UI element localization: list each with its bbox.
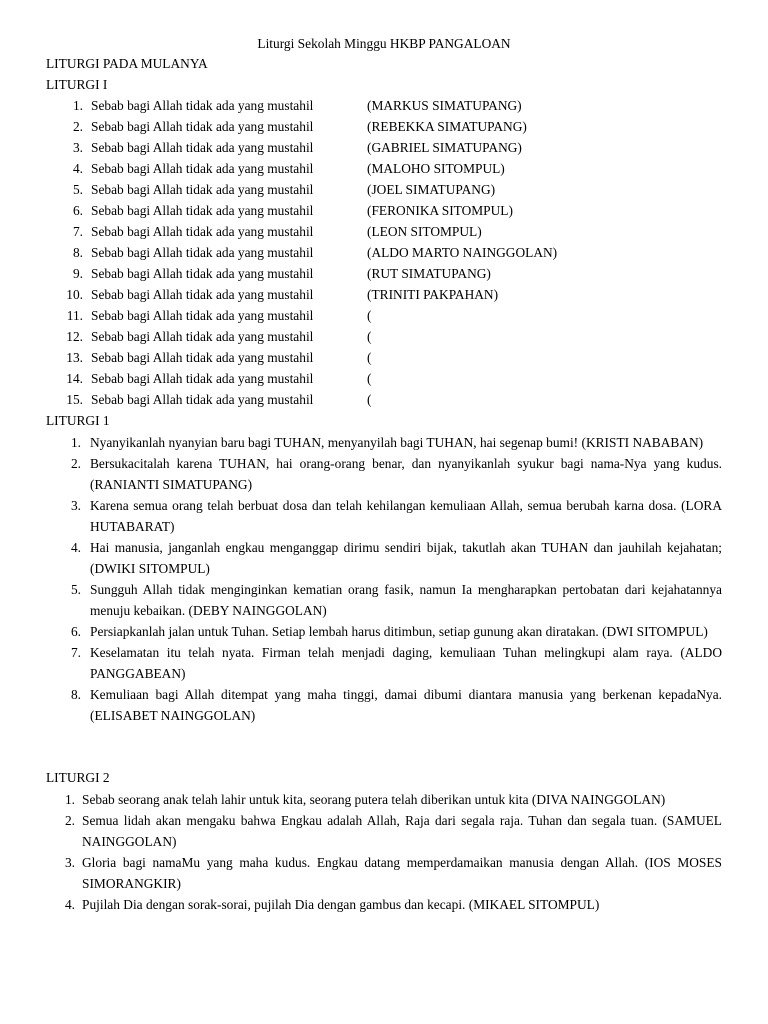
- item-name: (REBEKKA SIMATUPANG): [367, 119, 527, 134]
- list-item: [0, 684, 768, 726]
- item-number: 9.: [72, 266, 83, 281]
- section-heading-liturgi-2: LITURGI 2: [46, 770, 110, 785]
- list-item: [0, 96, 768, 117]
- list-item: [0, 306, 768, 327]
- list-item: [0, 852, 768, 894]
- item-name: (TRINITI PAKPAHAN): [367, 287, 499, 302]
- item-text: Sebab bagi Allah tidak ada yang mustahil: [91, 203, 314, 218]
- list-item: [0, 285, 768, 306]
- list-item: [0, 117, 768, 138]
- section-heading-intro: LITURGI PADA MULANYA: [46, 56, 208, 71]
- document-title: Liturgi Sekolah Minggu HKBP PANGALOAN: [257, 36, 511, 51]
- item-text: Sebab bagi Allah tidak ada yang mustahil: [91, 266, 314, 281]
- item-number: 4.: [70, 540, 81, 555]
- list-item: [0, 348, 768, 369]
- list-item: [0, 159, 768, 180]
- item-text: Hai manusia, janganlah engkau menganggap dirimu sendiri bijak, takutlah akan TUHAN dan jauhilah kejahatan; (DWIKI SITOMPUL): [90, 540, 722, 576]
- item-number: 11.: [66, 308, 83, 323]
- liturgi-1-list: [0, 432, 768, 726]
- item-name: (: [367, 308, 372, 323]
- item-number: 2.: [70, 456, 81, 471]
- list-item: [0, 369, 768, 390]
- list-item: [0, 789, 768, 810]
- item-text: Sebab bagi Allah tidak ada yang mustahil: [91, 392, 314, 407]
- item-text: Sungguh Allah tidak menginginkan kematian orang fasik, namun Ia mengharapkan pertobatan dari kejahatannya menuju kebaikan. (DEBY NAINGGOLAN): [90, 582, 722, 618]
- list-item: [0, 810, 768, 852]
- item-name: (MARKUS SIMATUPANG): [367, 98, 522, 113]
- item-name: (RUT SIMATUPANG): [367, 266, 491, 281]
- item-number: 10.: [66, 287, 83, 302]
- item-text: Sebab bagi Allah tidak ada yang mustahil: [91, 140, 314, 155]
- item-name: (: [367, 371, 372, 386]
- item-text: Kemuliaan bagi Allah ditempat yang maha tinggi, damai dibumi diantara manusia yang berkenan kepadaNya. (ELISABET NAINGGOLAN): [90, 687, 722, 723]
- item-number: 2.: [72, 119, 83, 134]
- list-item: [0, 894, 768, 915]
- list-item: [0, 243, 768, 264]
- item-text: Bersukacitalah karena TUHAN, hai orang-orang benar, dan nyanyikanlah syukur bagi nama-Nya yang kudus. (RANIANTI SIMATUPANG): [90, 456, 722, 492]
- list-item: [0, 390, 768, 411]
- list-item: [0, 537, 768, 579]
- item-number: 14.: [66, 371, 83, 386]
- list-item: [0, 201, 768, 222]
- list-item: [0, 579, 768, 621]
- list-item: [0, 495, 768, 537]
- item-text: Sebab seorang anak telah lahir untuk kita, seorang putera telah diberikan untuk kita (DIVA NAINGGOLAN): [82, 792, 666, 807]
- item-number: 3.: [64, 855, 75, 870]
- item-name: (ALDO MARTO NAINGGOLAN): [367, 245, 558, 260]
- item-text: Gloria bagi namaMu yang maha kudus. Engkau datang memperdamaikan manusia dengan Allah. (IOS MOSES SIMORANGKIR): [82, 855, 722, 891]
- item-name: (JOEL SIMATUPANG): [367, 182, 496, 197]
- list-item: [0, 264, 768, 285]
- section-heading-liturgi-i: LITURGI I: [46, 77, 108, 92]
- item-text: Sebab bagi Allah tidak ada yang mustahil: [91, 161, 314, 176]
- item-text: Sebab bagi Allah tidak ada yang mustahil: [91, 308, 314, 323]
- item-number: 8.: [72, 245, 83, 260]
- list-item: [0, 621, 768, 642]
- list-item: [0, 642, 768, 684]
- item-text: Sebab bagi Allah tidak ada yang mustahil: [91, 287, 314, 302]
- item-text: Sebab bagi Allah tidak ada yang mustahil: [91, 182, 314, 197]
- item-number: 1.: [70, 435, 81, 450]
- item-number: 8.: [70, 687, 81, 702]
- list-item: [0, 432, 768, 453]
- item-text: Pujilah Dia dengan sorak-sorai, pujilah Dia dengan gambus dan kecapi. (MIKAEL SITOMPUL): [82, 897, 600, 912]
- item-number: 13.: [66, 350, 83, 365]
- item-number: 12.: [66, 329, 83, 344]
- item-number: 3.: [70, 498, 81, 513]
- item-number: 7.: [70, 645, 81, 660]
- item-name: (: [367, 329, 372, 344]
- item-text: Persiapkanlah jalan untuk Tuhan. Setiap lembah harus ditimbun, setiap gunung akan diratakan. (DWI SITOMPUL): [90, 624, 708, 639]
- item-name: (: [367, 350, 372, 365]
- item-text: Nyanyikanlah nyanyian baru bagi TUHAN, menyanyilah bagi TUHAN, hai segenap bumi! (KRISTI NABABAN): [90, 435, 704, 450]
- item-text: Karena semua orang telah berbuat dosa dan telah kehilangan kemuliaan Allah, semua berubah karna dosa. (LORA HUTABARAT): [90, 498, 722, 534]
- item-name: (MALOHO SITOMPUL): [367, 161, 505, 176]
- section-heading-liturgi-1: LITURGI 1: [46, 413, 110, 428]
- item-number: 6.: [72, 203, 83, 218]
- item-number: 4.: [64, 897, 75, 912]
- item-text: Sebab bagi Allah tidak ada yang mustahil: [91, 371, 314, 386]
- item-text: Sebab bagi Allah tidak ada yang mustahil: [91, 119, 314, 134]
- item-number: 6.: [70, 624, 81, 639]
- item-text: Keselamatan itu telah nyata. Firman telah menjadi daging, kemuliaan Tuhan melingkupi alam raya. (ALDO PANGGABEAN): [90, 645, 722, 681]
- list-item: [0, 222, 768, 243]
- item-name: (LEON SITOMPUL): [367, 224, 482, 239]
- item-name: (FERONIKA SITOMPUL): [367, 203, 513, 218]
- item-name: (: [367, 392, 372, 407]
- item-text: Sebab bagi Allah tidak ada yang mustahil: [91, 350, 314, 365]
- item-number: 2.: [64, 813, 75, 828]
- list-item: [0, 138, 768, 159]
- list-item: [0, 180, 768, 201]
- item-number: 5.: [72, 182, 83, 197]
- item-text: Sebab bagi Allah tidak ada yang mustahil: [91, 329, 314, 344]
- liturgi-2-list: [0, 789, 768, 915]
- item-number: 1.: [64, 792, 75, 807]
- item-number: 4.: [72, 161, 83, 176]
- item-text: Sebab bagi Allah tidak ada yang mustahil: [91, 98, 314, 113]
- item-text: Sebab bagi Allah tidak ada yang mustahil: [91, 245, 314, 260]
- liturgi-i-list: [0, 96, 768, 411]
- item-number: 15.: [66, 392, 83, 407]
- item-number: 5.: [70, 582, 81, 597]
- list-item: [0, 453, 768, 495]
- item-number: 7.: [72, 224, 83, 239]
- item-name: (GABRIEL SIMATUPANG): [367, 140, 522, 155]
- item-text: Sebab bagi Allah tidak ada yang mustahil: [91, 224, 314, 239]
- list-item: [0, 327, 768, 348]
- item-text: Semua lidah akan mengaku bahwa Engkau adalah Allah, Raja dari segala raja. Tuhan dan segala tuan. (SAMUEL NAINGGOLAN): [82, 813, 722, 849]
- item-number: 3.: [72, 140, 83, 155]
- item-number: 1.: [72, 98, 83, 113]
